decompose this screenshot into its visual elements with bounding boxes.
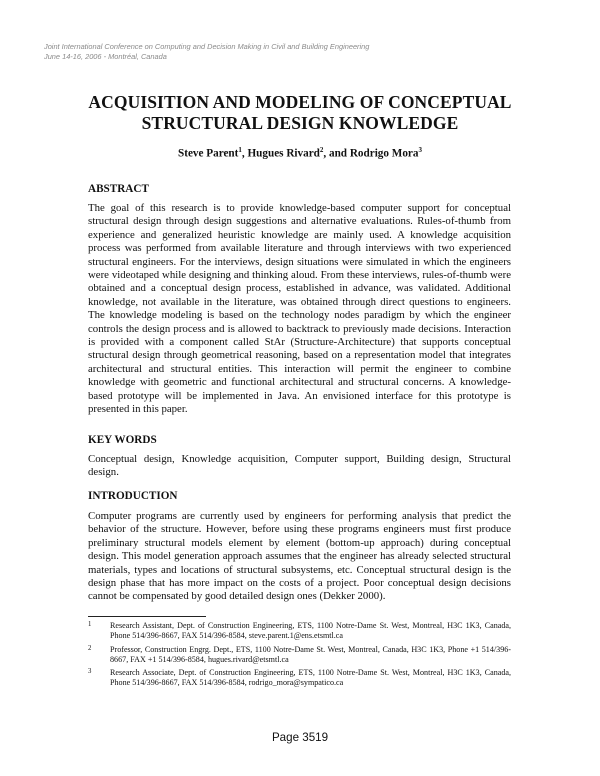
footnote-number: 3	[88, 668, 92, 675]
footnote	[88, 668, 511, 688]
author-affiliation-mark: 3	[418, 146, 422, 154]
footnote-divider	[88, 616, 206, 617]
keywords-text: Conceptual design, Knowledge acquisition, Computer support, Building design, Structural design.	[88, 453, 511, 479]
paper-title-line1: ACQUISITION AND MODELING OF CONCEPTUAL	[88, 92, 512, 112]
author-name: Hugues Rivard	[247, 147, 320, 160]
author-affiliation-mark: 2	[319, 146, 324, 154]
paper-title-line2: STRUCTURAL DESIGN KNOWLEDGE	[141, 113, 459, 133]
introduction-heading: INTRODUCTION	[88, 490, 178, 502]
footnote-number: 2	[88, 645, 92, 652]
footnote-number: 1	[88, 621, 92, 628]
author-name: Rodrigo Mora	[349, 147, 419, 160]
introduction-text: Computer programs are currently used by engineers for performing analysis that predict the behavior of the structure. However, before using these programs engineers must first produce preliminary structural models element by element (bottom-up approach) during conceptual design. This model generation approach assumes that the engineer has already selected structural materials, types and locations of structural subsystems, etc. Conceptual structural design is the design phase that has more impact on the costs of a project. Poor conceptual design decisions cannot be compensated by good detailed design ones (Dekker 2000).	[88, 510, 511, 603]
abstract-heading: ABSTRACT	[88, 183, 149, 195]
keywords-heading: KEY WORDS	[88, 434, 157, 446]
author-affiliation-mark: 1	[238, 146, 242, 154]
author-name: Steve Parent	[178, 147, 239, 160]
abstract-text: The goal of this research is to provide knowledge-based computer support for conceptual structural design through design suggestions and alternative evaluations. Rules-of-thumb from experience and generalized heuristic knowledge are mainly used. A knowledge acquisition process was performed from available literature and through interviews with two experienced structural engineers. For the interviews, design situations were simulated in which the engineers were videotaped while designing and thinking aloud. From these interviews, rules-of-thumb were obtained and a conceptual design process, established in advance, was validated. Additional knowledge, not available in the literature, was obtained through direct questions to engineers. The knowledge modeling is based on the technology nodes paradigm by which the engineer controls the design process and is allowed to backtrack to previously made decisions. Interaction is provided with a component called StAr (Structure-Architecture) that supports conceptual structural design through geometrical reasoning, based on a representation model that integrates architectural and structural entities. This interaction will permit the engineer to combine knowledge with geometric and functional architectural and structural concerns. A knowledge-based prototype will be implemented in Java. An envisioned interface for this prototype is presented in this paper.	[88, 202, 511, 416]
footnote-text: Research Associate, Dept. of Construction Engineering, ETS, 1100 Notre-Dame St. West, Montreal, H3C 1K3, Canada, Phone 514/396-8667, FAX 514/396-8584, rodrigo_mora@sympatico.ca	[110, 668, 511, 687]
footnote-text: Research Assistant, Dept. of Construction Engineering, ETS, 1100 Notre-Dame St. West, Montreal, H3C 1K3, Canada, Phone 514/396-8667, FAX 514/396-8584, steve.parent.1@ens.etsmtl.ca	[110, 621, 511, 640]
paper-title	[60, 92, 540, 134]
footnote	[88, 621, 511, 641]
conference-header-line2: June 14-16, 2006 - Montréal, Canada	[44, 52, 167, 61]
footnote-text: Professor, Construction Engrg. Dept., ETS, 1100 Notre-Dame St. West, Montreal, Canada, H3C 1K3, Phone +1 514/396-8667, FAX +1 514/396-8584, hugues.rivard@etsmtl.ca	[110, 645, 511, 664]
conference-header-line1: Joint International Conference on Computing and Decision Making in Civil and Building Engineering	[44, 42, 370, 51]
author-list: Steve Parent$^1$, Hugues Rivard$^2$, and Rodrigo Mora$^3$	[178, 146, 422, 160]
footnote	[88, 645, 511, 665]
page-number: Page 3519	[271, 731, 329, 744]
conference-header	[44, 42, 369, 62]
